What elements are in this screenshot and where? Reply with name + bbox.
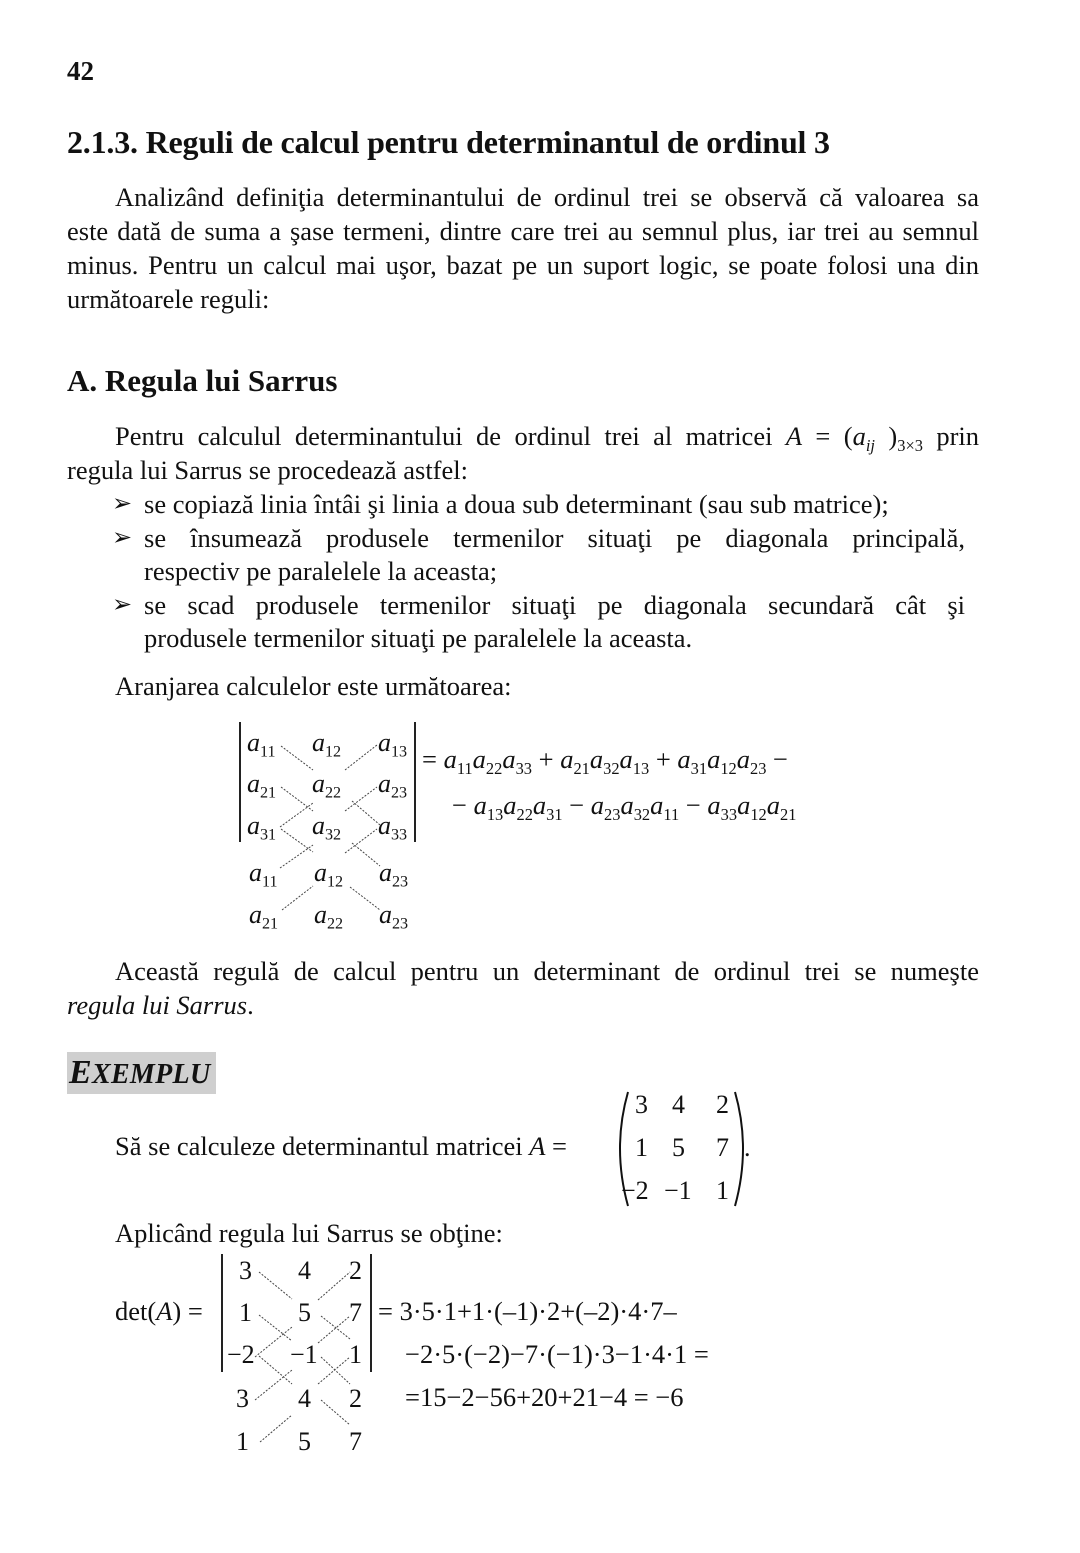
- size-subscript: 3×3: [897, 435, 923, 455]
- index-subscript: ij: [865, 435, 875, 455]
- matrix-element: $a_{31}$: [247, 811, 277, 844]
- matrix-element: $a_{12}$: [314, 858, 344, 891]
- calc-line-3: =15−2−56+20+21−4 = −6: [405, 1382, 684, 1412]
- intro-line: Analizând definiţia determinantului de ordinul trei se observă că valoarea sa: [115, 182, 979, 212]
- calc-line-2: −2·5·(−2)−7·(−1)·3−1·4·1 =: [405, 1339, 709, 1369]
- matrix-cell: 5: [672, 1133, 685, 1162]
- element-symbol: a: [852, 421, 866, 451]
- matrix-element: $a_{21}$: [249, 900, 279, 933]
- arrow-bullet-icon: ➢: [112, 524, 133, 551]
- scheme-cell: 1: [349, 1340, 362, 1369]
- list-item-text: se scad produsele termenilor situaţi pe diagonala secundară cât şi: [144, 589, 965, 620]
- matrix-cell: 1: [635, 1133, 648, 1162]
- rule-name-italic: regula lui Sarrus: [67, 990, 248, 1020]
- calc-line-1: = 3·5·1+1·(–1)·2+(–2)·4·7–: [378, 1296, 677, 1326]
- matrix-element: $a_{23}$: [378, 769, 408, 802]
- intro-line: este dată de suma a şase termeni, dintre care trei au semnul plus, iar trei au semnul: [67, 216, 979, 246]
- scheme-cell: 1: [239, 1298, 252, 1327]
- det-label: det(A) =: [115, 1296, 203, 1326]
- sarrus-intro-end: prin: [922, 421, 980, 451]
- scheme-cell: 7: [349, 1298, 362, 1327]
- matrix-element: $a_{11}$: [247, 728, 276, 761]
- matrix-cell: 4: [672, 1090, 685, 1119]
- scheme-cell: 3: [236, 1384, 249, 1413]
- arrow-bullet-icon: ➢: [112, 591, 133, 618]
- arrangement-intro: Aranjarea calculelor este următoarea:: [115, 671, 512, 701]
- section-title: 2.1.3. Reguli de calcul pentru determinantul de ordinul 3: [67, 124, 830, 160]
- scheme-cell: 5: [298, 1298, 311, 1327]
- period: .: [247, 990, 254, 1020]
- scheme-cell: 4: [298, 1384, 311, 1413]
- sarrus-intro-line2: regula lui Sarrus se procedează astfel:: [67, 455, 468, 485]
- example-statement: Să se calculeze determinantul matricei A =: [115, 1131, 567, 1161]
- list-item-text: se copiază linia întâi şi linia a doua sub determinant (sau sub matrice);: [144, 489, 889, 519]
- matrix-element: $a_{13}$: [378, 728, 408, 761]
- example-label: EXEMPLU: [67, 1052, 216, 1094]
- scheme-cell: 5: [298, 1427, 311, 1456]
- equals-sign: = (: [802, 421, 853, 451]
- generic-formula-line1: = $a_{11}a_{22}a_{33} + a_{21}a_{32}a_{13} + a_{31}a_{12}a_{23}$ −: [422, 744, 788, 778]
- intro-line: următoarele reguli:: [67, 284, 270, 314]
- matrix-symbol: A: [785, 421, 803, 451]
- list-item-text: respectiv pe paralelele la aceasta;: [144, 556, 498, 586]
- page-number: 42: [67, 56, 94, 86]
- matrix-element: $a_{23}$: [379, 900, 409, 933]
- scheme-cell: 2: [349, 1384, 362, 1413]
- scheme-cell: −1: [290, 1340, 318, 1369]
- generic-formula-line2: − $a_{13}a_{22}a_{31} - a_{23}a_{32}a_{11} - a_{33}a_{12}a_{21}$: [452, 790, 797, 824]
- period: .: [744, 1133, 751, 1162]
- scheme-cell: 4: [298, 1256, 311, 1285]
- matrix-cell: 3: [635, 1090, 648, 1119]
- scheme-cell: 3: [239, 1256, 252, 1285]
- matrix-cell: 1: [716, 1176, 729, 1205]
- matrix-element: $a_{22}$: [314, 900, 344, 933]
- scheme-cell: 7: [349, 1427, 362, 1456]
- closing-line: Această regulă de calcul pentru un determinant de ordinul trei se numeşte: [115, 956, 979, 986]
- arrow-bullet-icon: ➢: [112, 491, 133, 517]
- matrix-element: $a_{32}$: [312, 811, 342, 844]
- matrix-element: $a_{23}$: [379, 858, 409, 891]
- matrix-element: $a_{22}$: [312, 769, 342, 802]
- matrix-element: $a_{33}$: [378, 811, 408, 844]
- apply-rule-text: Aplicând regula lui Sarrus se obţine:: [115, 1218, 503, 1248]
- scheme-cell: 2: [349, 1256, 362, 1285]
- matrix-cell: 7: [716, 1133, 729, 1162]
- sarrus-intro-text: Pentru calculul determinantului de ordinul trei al matricei: [115, 421, 786, 451]
- intro-line: minus. Pentru un calcul mai uşor, bazat pe un suport logic, se poate folosi una din: [67, 250, 979, 280]
- matrix-cell: −2: [621, 1176, 649, 1205]
- matrix-cell: 2: [716, 1090, 729, 1119]
- matrix-element: $a_{12}$: [312, 728, 342, 761]
- scheme-cell: 1: [236, 1427, 249, 1456]
- list-item-text: se însumează produsele termenilor situaţi pe diagonala principală,: [144, 522, 965, 553]
- scheme-cell: −2: [227, 1340, 255, 1369]
- matrix-element: $a_{21}$: [247, 769, 277, 802]
- matrix-element: $a_{11}$: [249, 858, 278, 891]
- close-paren: ): [875, 421, 898, 451]
- list-item-text: produsele termenilor situaţi pe paralelele la aceasta.: [144, 623, 693, 653]
- subsection-title: A. Regula lui Sarrus: [67, 363, 338, 398]
- matrix-cell: −1: [664, 1176, 692, 1205]
